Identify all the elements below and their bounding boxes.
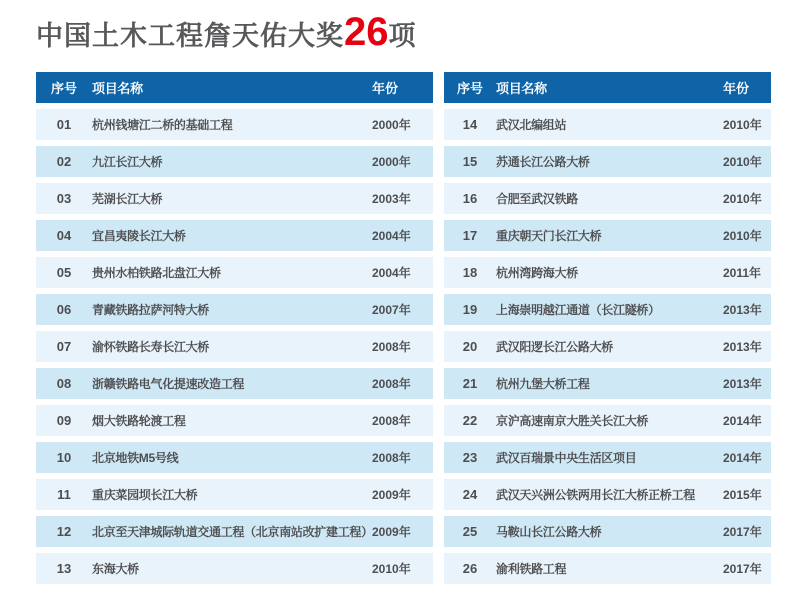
table-row: [36, 146, 433, 177]
award-year: 2014年: [723, 414, 762, 428]
row-index: 09: [56, 413, 72, 428]
row-index: 24: [462, 487, 478, 502]
table-row: [444, 405, 771, 436]
row-index: 20: [462, 339, 478, 354]
table-row: [36, 553, 433, 584]
col-header-name: 项目名称: [496, 81, 547, 96]
project-name: 武汉北编组站: [496, 118, 567, 132]
award-year: 2004年: [372, 266, 411, 280]
row-index: 19: [462, 302, 478, 317]
award-year: 2008年: [372, 377, 411, 391]
award-year: 2013年: [723, 377, 762, 391]
table-row: [444, 294, 771, 325]
award-year: 2008年: [372, 451, 411, 465]
table-row: [444, 257, 771, 288]
project-name: 渝怀铁路长寿长江大桥: [92, 340, 210, 354]
award-table-left: [36, 72, 433, 584]
table-row: [444, 368, 771, 399]
award-year: 2010年: [723, 229, 762, 243]
row-index: 10: [56, 450, 72, 465]
award-table-right: [444, 72, 771, 584]
project-name: 合肥至武汉铁路: [496, 192, 578, 206]
title-count: 26: [344, 10, 389, 54]
award-year: 2013年: [723, 340, 762, 354]
project-name: 青藏铁路拉萨河特大桥: [92, 303, 210, 317]
row-index: 22: [462, 413, 478, 428]
col-header-year: 年份: [372, 81, 399, 96]
table-row: [36, 442, 433, 473]
row-index: 04: [56, 228, 72, 243]
page-title: [36, 10, 417, 58]
project-name: 杭州湾跨海大桥: [496, 266, 578, 280]
title-unit: 项: [388, 21, 417, 51]
table-row: [36, 331, 433, 362]
row-index: 25: [462, 524, 478, 539]
award-year: 2009年: [372, 488, 411, 502]
project-name: 九江长江大桥: [92, 155, 163, 169]
project-name: 东海大桥: [92, 562, 139, 576]
award-year: 2010年: [723, 192, 762, 206]
project-name: 马鞍山长江公路大桥: [496, 525, 602, 539]
col-header-year: 年份: [723, 81, 750, 96]
row-index: 01: [56, 117, 72, 132]
award-year: 2000年: [372, 118, 411, 132]
row-index: 03: [56, 191, 72, 206]
row-index: 08: [56, 376, 72, 391]
table-row: [36, 516, 433, 547]
award-tables: [36, 72, 771, 584]
project-name: 烟大铁路轮渡工程: [92, 414, 186, 428]
project-name: 渝利铁路工程: [496, 562, 567, 576]
award-year: 2000年: [372, 155, 411, 169]
award-year: 2010年: [372, 562, 411, 576]
row-index: 23: [462, 450, 478, 465]
row-index: 16: [462, 191, 478, 206]
project-name: 浙赣铁路电气化提速改造工程: [92, 377, 245, 391]
table-row: [36, 109, 433, 140]
row-index: 12: [56, 524, 72, 539]
award-year: 2008年: [372, 414, 411, 428]
row-index: 14: [462, 117, 478, 132]
title-text: 中国土木工程詹天佑大奖: [36, 21, 344, 51]
col-header-index: 序号: [456, 81, 483, 96]
row-index: 11: [57, 487, 71, 502]
row-index: 13: [56, 561, 72, 576]
table-row: [36, 405, 433, 436]
award-year: 2010年: [723, 118, 762, 132]
project-name: 北京至天津城际轨道交通工程（北京南站改扩建工程）: [92, 525, 373, 539]
project-name: 武汉百瑞景中央生活区项目: [496, 451, 637, 465]
table-row: [36, 183, 433, 214]
award-year: 2013年: [723, 303, 762, 317]
project-name: 上海崇明越江通道（长江隧桥）: [496, 303, 660, 317]
project-name: 重庆菜园坝长江大桥: [92, 488, 198, 502]
row-index: 21: [462, 376, 478, 391]
row-index: 07: [56, 339, 72, 354]
table-row: [444, 553, 771, 584]
award-year: 2009年: [372, 525, 411, 539]
row-index: 26: [462, 561, 478, 576]
col-header-name: 项目名称: [92, 81, 143, 96]
table-row: [36, 368, 433, 399]
project-name: 京沪高速南京大胜关长江大桥: [496, 414, 649, 428]
table-header-row: [36, 72, 433, 103]
project-name: 杭州钱塘江二桥的基础工程: [92, 118, 233, 132]
row-index: 05: [56, 265, 72, 280]
award-year: 2004年: [372, 229, 411, 243]
table-row: [444, 109, 771, 140]
table-row: [444, 442, 771, 473]
table-row: [444, 220, 771, 251]
award-year: 2003年: [372, 192, 411, 206]
award-year: 2007年: [372, 303, 411, 317]
award-year: 2017年: [723, 525, 762, 539]
row-index: 15: [462, 154, 478, 169]
row-index: 17: [462, 228, 478, 243]
col-header-index: 序号: [50, 81, 77, 96]
award-year: 2011年: [723, 266, 762, 280]
table-row: [36, 257, 433, 288]
table-row: [444, 331, 771, 362]
award-year: 2017年: [723, 562, 762, 576]
table-row: [36, 220, 433, 251]
table-row: [444, 146, 771, 177]
row-index: 18: [462, 265, 478, 280]
project-name: 北京地铁M5号线: [92, 451, 179, 465]
row-index: 02: [56, 154, 72, 169]
table-row: [36, 479, 433, 510]
table-row: [36, 294, 433, 325]
project-name: 贵州水柏铁路北盘江大桥: [92, 266, 221, 280]
table-row: [444, 183, 771, 214]
award-year: 2014年: [723, 451, 762, 465]
award-year: 2008年: [372, 340, 411, 354]
award-year: 2010年: [723, 155, 762, 169]
project-name: 芜湖长江大桥: [92, 192, 163, 206]
project-name: 重庆朝天门长江大桥: [496, 229, 602, 243]
row-index: 06: [56, 302, 72, 317]
award-year: 2015年: [723, 488, 762, 502]
table-row: [444, 479, 771, 510]
project-name: 武汉阳逻长江公路大桥: [496, 340, 614, 354]
project-name: 宜昌夷陵长江大桥: [92, 229, 186, 243]
project-name: 苏通长江公路大桥: [496, 155, 590, 169]
project-name: 武汉天兴洲公铁两用长江大桥正桥工程: [496, 488, 695, 502]
project-name: 杭州九堡大桥工程: [496, 377, 590, 391]
table-header-row: [444, 72, 771, 103]
table-row: [444, 516, 771, 547]
